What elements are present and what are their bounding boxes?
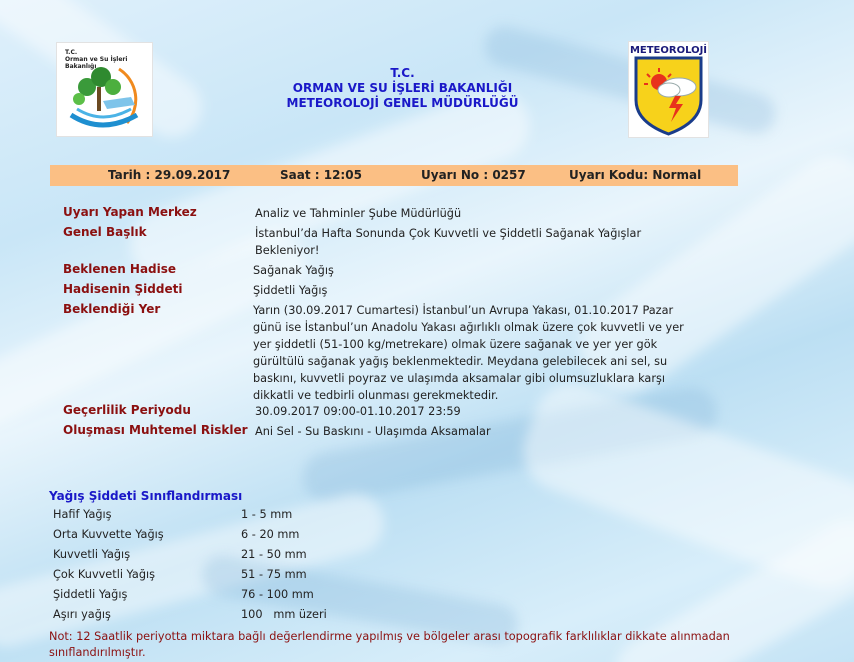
tree-emblem-icon: [57, 43, 152, 136]
classification-name: Aşırı yağış: [53, 608, 111, 621]
classification-name: Hafif Yağış: [53, 508, 112, 521]
classification-range: 21 - 50 mm: [241, 548, 307, 561]
weather-shield-icon: [629, 42, 708, 137]
detail-key: Genel Başlık: [63, 225, 147, 239]
classification-name: Şiddetli Yağış: [53, 588, 128, 601]
warning-time: Saat : 12:05: [280, 168, 362, 182]
detail-key: Oluşması Muhtemel Riskler: [63, 423, 248, 437]
detail-key: Beklendiği Yer: [63, 302, 161, 316]
detail-value: Sağanak Yağış: [253, 264, 334, 277]
classification-title: Yağış Şiddeti Sınıflandırması: [49, 489, 243, 503]
classification-range: 76 - 100 mm: [241, 588, 314, 601]
ministry-logo-text-1: T.C.: [65, 49, 78, 56]
classification-range: 51 - 75 mm: [241, 568, 307, 581]
classification-name: Çok Kuvvetli Yağış: [53, 568, 156, 581]
classification-name: Orta Kuvvette Yağış: [53, 528, 164, 541]
classification-note: Not: 12 Saatlik periyotta miktara bağlı değerlendirme yapılmış ve bölgeler arası topografik farklılıklar dikkate alınmadan sınıflandırılmıştır.: [49, 630, 730, 659]
title-line-3: METEOROLOJİ GENEL MÜDÜRLÜĞÜ: [286, 96, 519, 110]
detail-value: Şiddetli Yağış: [253, 284, 328, 297]
warning-date: Tarih : 29.09.2017: [108, 168, 231, 182]
page-title: [270, 66, 535, 111]
warning-number: Uyarı No : 0257: [421, 168, 526, 182]
ministry-logo-text-3: Bakanlığı: [65, 63, 97, 70]
detail-value: Ani Sel - Su Baskını - Ulaşımda Aksamalar: [255, 425, 491, 438]
meteorology-logo: [628, 41, 709, 138]
title-line-1: T.C.: [390, 66, 415, 80]
warning-code: Uyarı Kodu: Normal: [569, 168, 702, 182]
ministry-logo-text-2: Orman ve Su İşleri: [65, 56, 128, 63]
warning-info-bar: [50, 165, 738, 186]
meteorology-logo-text: METEOROLOJİ: [629, 45, 708, 56]
detail-key: Hadisenin Şiddeti: [63, 282, 183, 296]
detail-value: Analiz ve Tahminler Şube Müdürlüğü: [255, 207, 462, 220]
classification-name: Kuvvetli Yağış: [53, 548, 131, 561]
detail-key: Uyarı Yapan Merkez: [63, 205, 197, 219]
classification-range: 100 mm üzeri: [241, 608, 327, 621]
classification-range: 6 - 20 mm: [241, 528, 300, 541]
detail-key: Geçerlilik Periyodu: [63, 403, 191, 417]
detail-value: 30.09.2017 09:00-01.10.2017 23:59: [255, 405, 461, 418]
detail-value: Yarın (30.09.2017 Cumartesi) İstanbul’un Avrupa Yakası, 01.10.2017 Pazar günü ise İstanbul’un Anadolu Yakası ağırlıklı olmak üzere çok kuvvetli ve yer yer şiddetli (51-100 kg/metrekare) olmak üzere sağanak ve yer yer gök gürültülü sağanak yağış beklenmektedir. Meydana gelebilecek ani sel, su baskını, kuvvetli poyraz ve ulaşımda aksamalar gibi olumsuzluklara karşı dikkatli ve tedbirli olunması gerekmektedir.: [253, 304, 684, 402]
detail-value: İstanbul’da Hafta Sonunda Çok Kuvvetli ve Şiddetli Sağanak Yağışlar Bekleniyor!: [255, 227, 642, 257]
ministry-logo: [56, 42, 153, 137]
title-line-2: ORMAN VE SU İŞLERİ BAKANLIĞI: [292, 81, 513, 95]
classification-range: 1 - 5 mm: [241, 508, 293, 521]
detail-key: Beklenen Hadise: [63, 262, 177, 276]
